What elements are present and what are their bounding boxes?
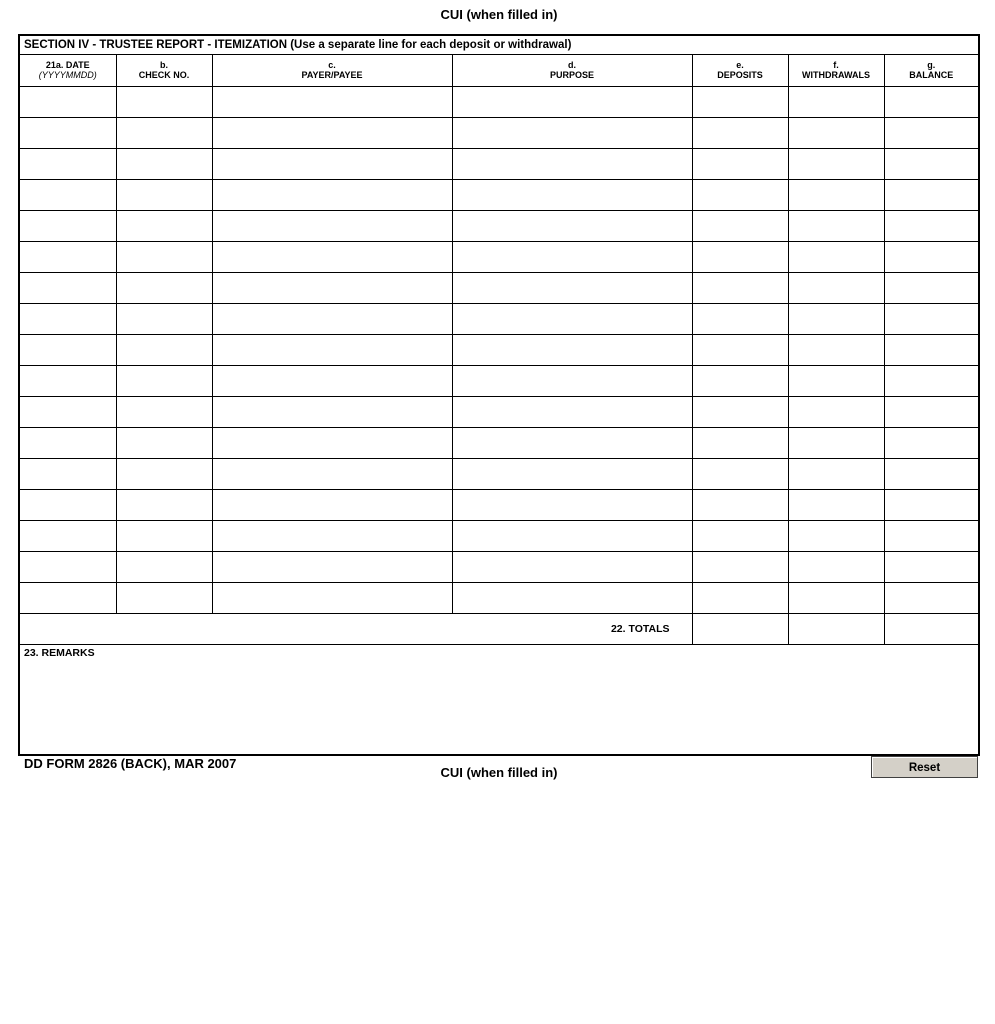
check-no-field[interactable] xyxy=(116,210,212,241)
purpose-field[interactable] xyxy=(452,458,692,489)
totals-deposits-field[interactable] xyxy=(692,613,788,644)
date-field[interactable] xyxy=(20,148,116,179)
date-field[interactable] xyxy=(20,489,116,520)
check-no-field[interactable] xyxy=(116,582,212,613)
date-field[interactable] xyxy=(20,210,116,241)
balance-field[interactable] xyxy=(884,489,978,520)
purpose-field[interactable] xyxy=(452,427,692,458)
date-field[interactable] xyxy=(20,427,116,458)
withdrawals-field[interactable] xyxy=(788,334,884,365)
check-no-field[interactable] xyxy=(116,489,212,520)
date-field[interactable] xyxy=(20,551,116,582)
balance-field[interactable] xyxy=(884,365,978,396)
deposits-field[interactable] xyxy=(692,458,788,489)
date-field[interactable] xyxy=(20,520,116,551)
purpose-field[interactable] xyxy=(452,489,692,520)
payer-payee-field[interactable] xyxy=(212,179,452,210)
deposits-field[interactable] xyxy=(692,489,788,520)
date-field[interactable] xyxy=(20,365,116,396)
itemization-row xyxy=(20,210,978,241)
withdrawals-field[interactable] xyxy=(788,210,884,241)
itemization-row xyxy=(20,489,978,520)
deposits-field[interactable] xyxy=(692,427,788,458)
balance-field[interactable] xyxy=(884,551,978,582)
cui-marking-bottom: CUI (when filled in) xyxy=(440,765,558,780)
purpose-field[interactable] xyxy=(452,272,692,303)
withdrawals-field[interactable] xyxy=(788,241,884,272)
itemization-row xyxy=(20,551,978,582)
column-header-letter: c. xyxy=(328,60,336,71)
balance-field[interactable] xyxy=(884,427,978,458)
column-header-deposits xyxy=(692,55,788,86)
purpose-field[interactable] xyxy=(452,86,692,117)
itemization-row xyxy=(20,458,978,489)
deposits-field[interactable] xyxy=(692,210,788,241)
column-header-letter: d. xyxy=(568,60,576,71)
itemization-form xyxy=(18,34,980,756)
withdrawals-field[interactable] xyxy=(788,489,884,520)
totals-balance-field[interactable] xyxy=(884,613,978,644)
purpose-field[interactable] xyxy=(452,551,692,582)
balance-field[interactable] xyxy=(884,303,978,334)
column-header-label: PURPOSE xyxy=(549,70,594,81)
date-field[interactable] xyxy=(20,179,116,210)
balance-field[interactable] xyxy=(884,210,978,241)
check-no-field[interactable] xyxy=(116,117,212,148)
check-no-field[interactable] xyxy=(116,551,212,582)
deposits-field[interactable] xyxy=(692,365,788,396)
balance-field[interactable] xyxy=(884,520,978,551)
check-no-field[interactable] xyxy=(116,365,212,396)
payer-payee-field[interactable] xyxy=(212,334,452,365)
column-header-letter: f. xyxy=(833,60,839,71)
payer-payee-field[interactable] xyxy=(212,396,452,427)
deposits-field[interactable] xyxy=(692,179,788,210)
date-field[interactable] xyxy=(20,117,116,148)
check-no-field[interactable] xyxy=(116,520,212,551)
payer-payee-field[interactable] xyxy=(212,241,452,272)
date-field[interactable] xyxy=(20,241,116,272)
remarks-field[interactable] xyxy=(20,644,978,755)
balance-field[interactable] xyxy=(884,582,978,613)
itemization-row xyxy=(20,86,978,117)
date-field[interactable] xyxy=(20,334,116,365)
remarks-label: 23. REMARKS xyxy=(24,647,95,659)
column-header-label: PAYER/PAYEE xyxy=(301,70,363,81)
itemization-row xyxy=(20,179,978,210)
itemization-row xyxy=(20,272,978,303)
payer-payee-field[interactable] xyxy=(212,272,452,303)
itemization-row xyxy=(20,148,978,179)
column-header-row xyxy=(20,55,978,86)
itemization-row xyxy=(20,427,978,458)
purpose-field[interactable] xyxy=(452,303,692,334)
check-no-field[interactable] xyxy=(116,272,212,303)
column-header-date xyxy=(20,55,116,86)
check-no-field[interactable] xyxy=(116,303,212,334)
balance-field[interactable] xyxy=(884,272,978,303)
purpose-field[interactable] xyxy=(452,334,692,365)
withdrawals-field[interactable] xyxy=(788,427,884,458)
check-no-field[interactable] xyxy=(116,241,212,272)
check-no-field[interactable] xyxy=(116,86,212,117)
itemization-row xyxy=(20,396,978,427)
itemization-row xyxy=(20,303,978,334)
check-no-field[interactable] xyxy=(116,148,212,179)
balance-field[interactable] xyxy=(884,86,978,117)
purpose-field[interactable] xyxy=(452,179,692,210)
date-field[interactable] xyxy=(20,272,116,303)
totals-label: 22. TOTALS xyxy=(20,613,692,644)
column-header-label: 21a. DATE xyxy=(45,60,90,71)
balance-field[interactable] xyxy=(884,396,978,427)
deposits-field[interactable] xyxy=(692,582,788,613)
deposits-field[interactable] xyxy=(692,272,788,303)
form-identifier: DD FORM 2826 (BACK), MAR 2007 xyxy=(24,756,237,771)
deposits-field[interactable] xyxy=(692,551,788,582)
balance-field[interactable] xyxy=(884,458,978,489)
payer-payee-field[interactable] xyxy=(212,86,452,117)
cui-marking-top: CUI (when filled in) xyxy=(440,7,558,22)
withdrawals-field[interactable] xyxy=(788,396,884,427)
purpose-field[interactable] xyxy=(452,365,692,396)
column-header-payer-payee xyxy=(212,55,452,86)
column-header-label: CHECK NO. xyxy=(138,70,190,81)
column-header-label: DEPOSITS xyxy=(717,70,763,81)
column-header-balance xyxy=(884,55,978,86)
payer-payee-field[interactable] xyxy=(212,520,452,551)
itemization-row xyxy=(20,520,978,551)
deposits-field[interactable] xyxy=(692,117,788,148)
withdrawals-field[interactable] xyxy=(788,520,884,551)
column-header-letter: b. xyxy=(160,60,168,71)
purpose-field[interactable] xyxy=(452,582,692,613)
itemization-row xyxy=(20,117,978,148)
withdrawals-field[interactable] xyxy=(788,86,884,117)
purpose-field[interactable] xyxy=(452,148,692,179)
itemization-row xyxy=(20,582,978,613)
payer-payee-field[interactable] xyxy=(212,210,452,241)
withdrawals-field[interactable] xyxy=(788,365,884,396)
column-header-check-no xyxy=(116,55,212,86)
payer-payee-field[interactable] xyxy=(212,551,452,582)
column-header-letter: e. xyxy=(736,60,744,71)
withdrawals-field[interactable] xyxy=(788,458,884,489)
itemization-table xyxy=(20,55,978,645)
date-field[interactable] xyxy=(20,582,116,613)
deposits-field[interactable] xyxy=(692,86,788,117)
date-field[interactable] xyxy=(20,303,116,334)
check-no-field[interactable] xyxy=(116,396,212,427)
deposits-field[interactable] xyxy=(692,334,788,365)
column-header-letter: g. xyxy=(927,60,936,71)
date-field[interactable] xyxy=(20,86,116,117)
payer-payee-field[interactable] xyxy=(212,489,452,520)
withdrawals-field[interactable] xyxy=(788,582,884,613)
purpose-field[interactable] xyxy=(452,520,692,551)
deposits-field[interactable] xyxy=(692,303,788,334)
date-field[interactable] xyxy=(20,396,116,427)
deposits-field[interactable] xyxy=(692,148,788,179)
itemization-row xyxy=(20,365,978,396)
check-no-field[interactable] xyxy=(116,427,212,458)
purpose-field[interactable] xyxy=(452,117,692,148)
section-title: SECTION IV - TRUSTEE REPORT - ITEMIZATION (Use a separate line for each deposit or withdrawal) xyxy=(20,36,978,55)
totals-row xyxy=(20,613,978,644)
purpose-field[interactable] xyxy=(452,210,692,241)
balance-field[interactable] xyxy=(884,179,978,210)
payer-payee-field[interactable] xyxy=(212,117,452,148)
withdrawals-field[interactable] xyxy=(788,179,884,210)
column-header-label: WITHDRAWALS xyxy=(802,70,870,81)
column-header-purpose xyxy=(452,55,692,86)
deposits-field[interactable] xyxy=(692,241,788,272)
payer-payee-field[interactable] xyxy=(212,427,452,458)
check-no-field[interactable] xyxy=(116,179,212,210)
payer-payee-field[interactable] xyxy=(212,148,452,179)
deposits-field[interactable] xyxy=(692,396,788,427)
payer-payee-field[interactable] xyxy=(212,582,452,613)
purpose-field[interactable] xyxy=(452,241,692,272)
withdrawals-field[interactable] xyxy=(788,272,884,303)
totals-withdrawals-field[interactable] xyxy=(788,613,884,644)
column-header-label: BALANCE xyxy=(909,70,954,81)
purpose-field[interactable] xyxy=(452,396,692,427)
withdrawals-field[interactable] xyxy=(788,551,884,582)
balance-field[interactable] xyxy=(884,117,978,148)
check-no-field[interactable] xyxy=(116,458,212,489)
itemization-rows xyxy=(20,86,978,613)
withdrawals-field[interactable] xyxy=(788,303,884,334)
date-field[interactable] xyxy=(20,458,116,489)
itemization-row xyxy=(20,334,978,365)
itemization-row xyxy=(20,241,978,272)
payer-payee-field[interactable] xyxy=(212,303,452,334)
balance-field[interactable] xyxy=(884,241,978,272)
check-no-field[interactable] xyxy=(116,334,212,365)
balance-field[interactable] xyxy=(884,334,978,365)
withdrawals-field[interactable] xyxy=(788,117,884,148)
column-header-withdrawals xyxy=(788,55,884,86)
payer-payee-field[interactable] xyxy=(212,458,452,489)
column-header-format: (YYYYMMDD) xyxy=(38,70,97,81)
withdrawals-field[interactable] xyxy=(788,148,884,179)
deposits-field[interactable] xyxy=(692,520,788,551)
payer-payee-field[interactable] xyxy=(212,365,452,396)
reset-button[interactable]: Reset xyxy=(871,756,978,778)
balance-field[interactable] xyxy=(884,148,978,179)
